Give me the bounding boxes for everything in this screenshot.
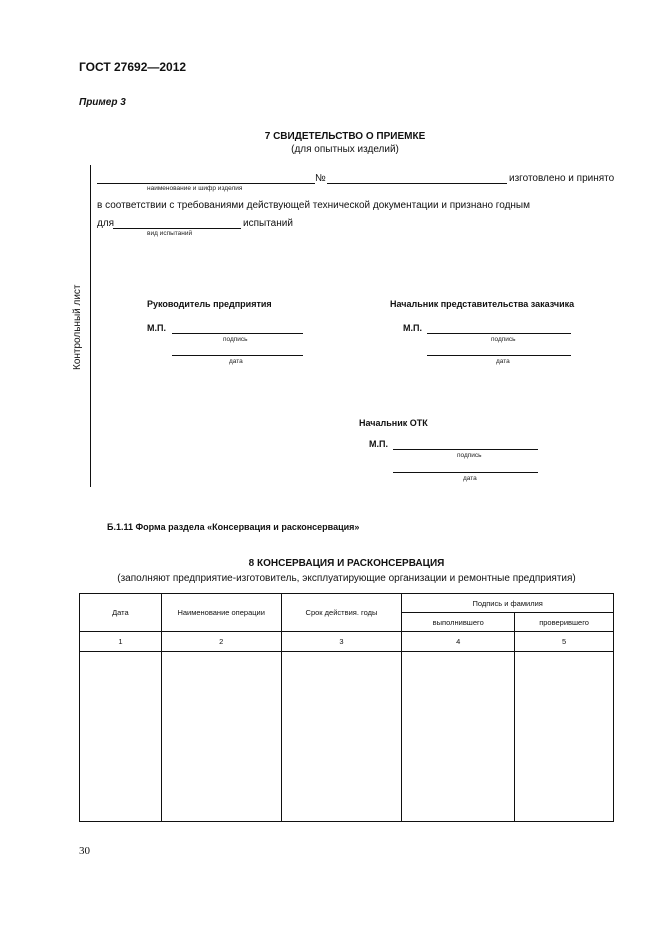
head-customer: Начальник представительства заказчика (390, 299, 575, 309)
tests-text: испытаний (243, 218, 293, 229)
accepted-text: изготовлено и принято (509, 173, 615, 184)
column-number: 5 (515, 632, 614, 652)
date-line-enterprise (172, 355, 303, 356)
conservation-table (79, 593, 614, 822)
margin-rule (90, 165, 91, 487)
header-validity: Срок действия. годы (281, 594, 402, 632)
mp-customer: М.П. (403, 323, 422, 333)
column-number: 4 (402, 632, 515, 652)
caption-signature-enterprise: подпись (223, 336, 248, 343)
header-operation: Наименование операции (161, 594, 281, 632)
serial-number-line (327, 183, 507, 184)
signature-line-customer (427, 333, 571, 334)
caption-date-customer: дата (496, 358, 510, 365)
compliance-text: в соответствии с требованиями действующей технической документации и признано годным (97, 200, 530, 211)
header-signature-group: Подпись и фамилия (402, 594, 614, 613)
table-subtitle: (заполняют предприятие-изготовитель, эксплуатирующие организации и ремонтные предприятия) (117, 573, 576, 584)
signature-line-enterprise (172, 333, 303, 334)
caption-test-type: вид испытаний (147, 230, 193, 237)
section-heading: Б.1.11 Форма раздела «Консервация и расконсервация» (107, 522, 360, 532)
table-title: 8 КОНСЕРВАЦИЯ И РАСКОНСЕРВАЦИЯ (248, 558, 445, 569)
example-label: Пример 3 (79, 97, 126, 108)
certificate-title: 7 СВИДЕТЕЛЬСТВО О ПРИЕМКЕ (264, 131, 426, 142)
column-number: 1 (80, 632, 162, 652)
empty-cell (80, 652, 162, 822)
caption-signature-customer: подпись (491, 336, 516, 343)
empty-cell (515, 652, 614, 822)
empty-cell (402, 652, 515, 822)
caption-product-name: наименование и шифр изделия (147, 185, 243, 192)
product-name-line (97, 183, 315, 184)
column-number: 3 (281, 632, 402, 652)
table-body-row (80, 652, 614, 822)
test-type-line (113, 228, 241, 229)
mp-enterprise: М.П. (147, 323, 166, 333)
mp-otk: М.П. (369, 439, 388, 449)
certificate-subtitle: (для опытных изделий) (291, 144, 399, 155)
head-otk: Начальник ОТК (359, 418, 428, 428)
number-sign: № (315, 173, 326, 184)
header-date: Дата (80, 594, 162, 632)
header-checked: проверившего (515, 613, 614, 632)
caption-date-otk: дата (463, 475, 477, 482)
for-text: для (97, 218, 115, 229)
date-line-otk (393, 472, 538, 473)
caption-date-enterprise: дата (229, 358, 243, 365)
date-line-customer (427, 355, 571, 356)
page-number: 30 (79, 845, 90, 857)
empty-cell (281, 652, 402, 822)
empty-cell (161, 652, 281, 822)
header-performed: выполнившего (402, 613, 515, 632)
signature-line-otk (393, 449, 538, 450)
caption-signature-otk: подпись (457, 452, 482, 459)
column-number: 2 (161, 632, 281, 652)
standard-header: ГОСТ 27692—2012 (79, 60, 187, 74)
side-label: Контрольный лист (72, 284, 83, 370)
head-enterprise: Руководитель предприятия (147, 299, 272, 309)
